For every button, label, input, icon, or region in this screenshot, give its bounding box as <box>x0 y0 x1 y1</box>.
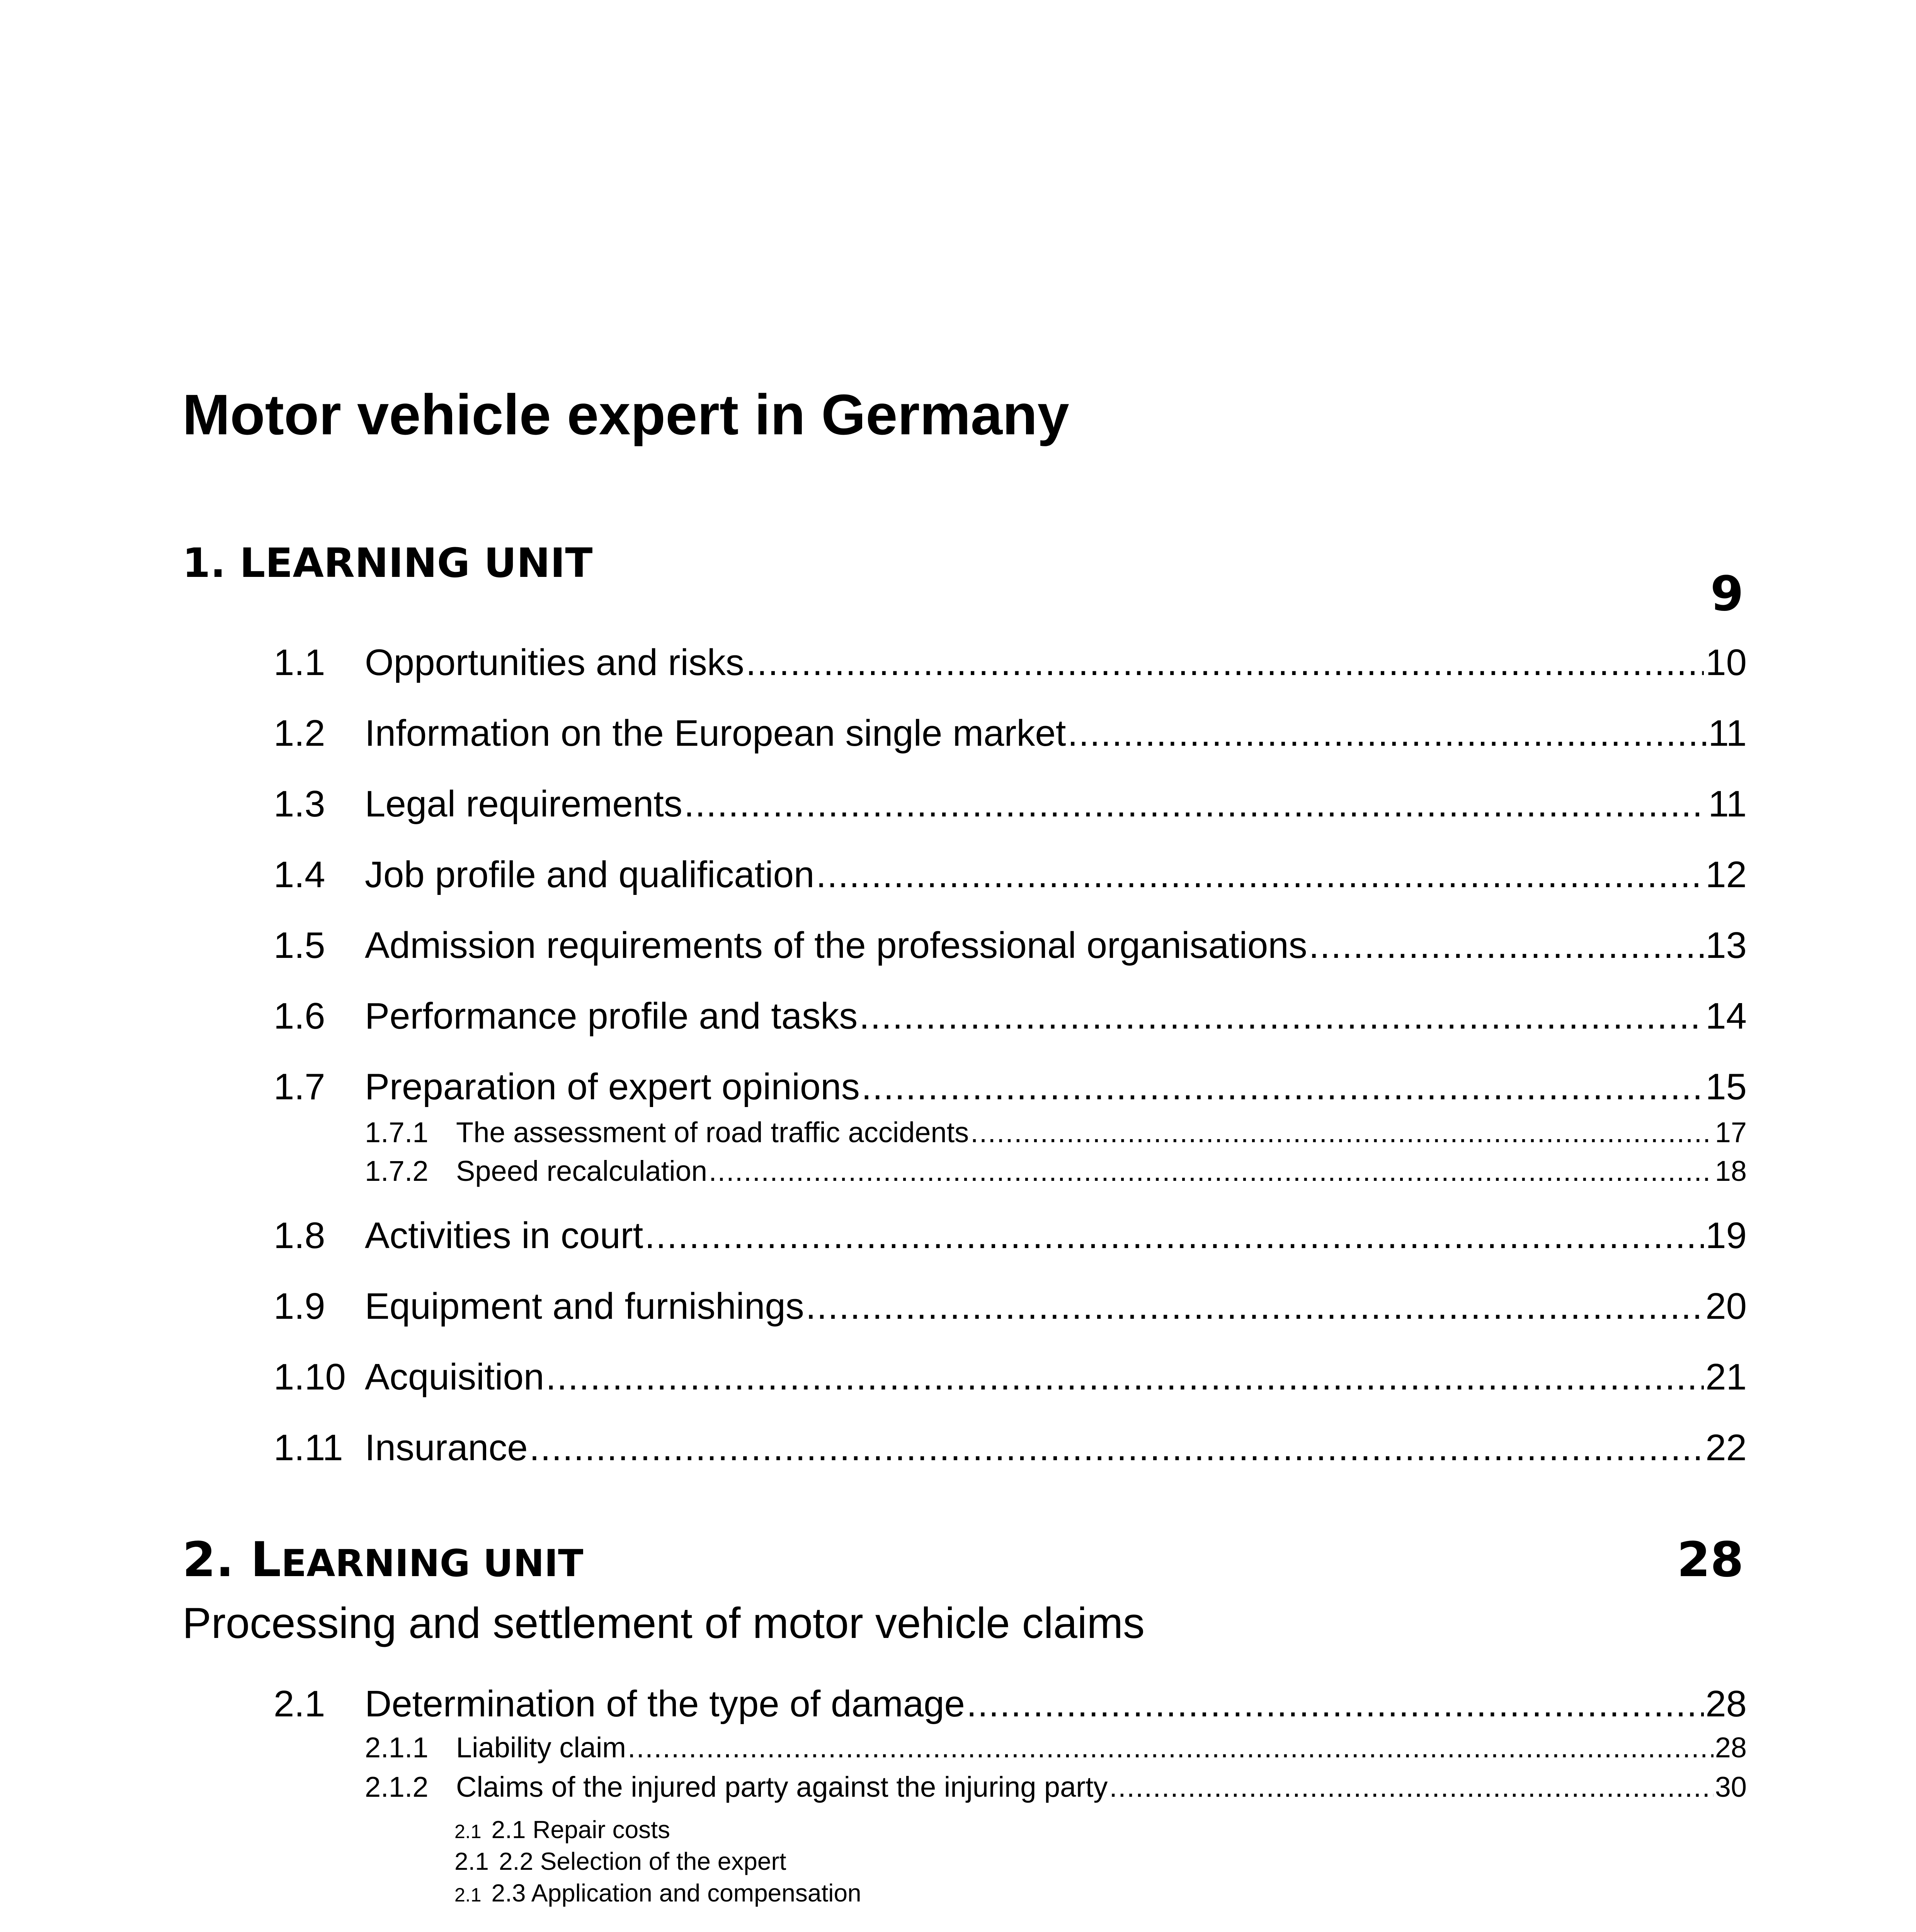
leader-dots <box>684 783 1707 825</box>
toc-subsubentry-prefix: 2.1 <box>454 1847 489 1875</box>
toc-entry[interactable] <box>274 641 1747 688</box>
toc-entry[interactable] <box>274 783 1747 829</box>
toc-entry-number: 1.3 <box>274 783 325 825</box>
toc-entry-title: Insurance <box>365 1427 528 1468</box>
toc-entry-title: Preparation of expert opinions <box>365 1066 860 1107</box>
toc-entry[interactable] <box>274 924 1747 971</box>
toc-entry-title: Performance profile and tasks <box>365 995 858 1037</box>
toc-entry-number: 1.5 <box>274 925 325 966</box>
toc-entry[interactable] <box>274 1427 1747 1473</box>
learning-unit-2-subtitle: Processing and settlement of motor vehicle claims <box>182 1599 1145 1647</box>
leader-dots <box>1109 1770 1713 1803</box>
toc-subentry-page: 18 <box>1715 1155 1747 1187</box>
toc-entry-page: 20 <box>1705 1286 1747 1327</box>
toc-entry-title: Information on the European single market <box>365 713 1066 754</box>
toc-subsubentry-prefix: 2.1 <box>454 1821 482 1842</box>
learning-unit-1-page: 9 <box>1710 566 1744 622</box>
toc-entry-number: 1.1 <box>274 642 325 683</box>
toc-entry-page: 10 <box>1705 642 1747 683</box>
toc-entry-title: Legal requirements <box>365 783 682 825</box>
toc-subentry[interactable] <box>365 1731 1747 1768</box>
toc-subentry-title: Claims of the injured party against the injuring party <box>456 1771 1108 1803</box>
learning-unit-2-label: 2. LEARNING UNIT <box>182 1532 584 1588</box>
toc-subsubentry-title: 2.1 Repair costs <box>491 1816 670 1844</box>
leader-dots <box>861 1066 1704 1108</box>
toc-entry-page: 21 <box>1705 1356 1747 1398</box>
toc-entry[interactable] <box>274 1683 1747 1729</box>
toc-subentry-number: 2.1.2 <box>365 1771 429 1803</box>
toc-entry-number: 1.6 <box>274 995 325 1037</box>
toc-entry-number: 2.1 <box>274 1683 325 1725</box>
toc-entry-number: 1.9 <box>274 1286 325 1327</box>
leader-dots <box>546 1356 1704 1398</box>
toc-entry-number: 1.4 <box>274 854 325 895</box>
learning-unit-2-page: 28 <box>1677 1532 1744 1588</box>
toc-entry-number: 1.8 <box>274 1215 325 1256</box>
toc-entry-title: Determination of the type of damage <box>365 1683 965 1725</box>
toc-entry-page: 11 <box>1708 713 1747 754</box>
toc-entry-number: 1.2 <box>274 713 325 754</box>
toc-subentry-title: Speed recalculation <box>456 1155 707 1187</box>
toc-subsubentry-title: 2.2 Selection of the expert <box>499 1847 786 1875</box>
toc-subentry[interactable] <box>365 1116 1747 1153</box>
toc-subentry-page: 30 <box>1715 1771 1747 1803</box>
toc-entry[interactable] <box>274 1066 1747 1112</box>
toc-entry-page: 22 <box>1705 1427 1747 1468</box>
toc-subentry-title: Liability claim <box>456 1731 626 1764</box>
leader-dots <box>970 1116 1714 1149</box>
leader-dots <box>816 854 1704 896</box>
toc-entry-number: 1.10 <box>274 1356 346 1398</box>
leader-dots <box>806 1285 1704 1328</box>
toc-entry-page: 15 <box>1705 1066 1747 1107</box>
toc-subentry[interactable] <box>365 1770 1747 1808</box>
learning-unit-1-label: 1. LEARNING UNIT <box>182 539 593 587</box>
toc-entry-page: 14 <box>1705 995 1747 1037</box>
toc-entry-number: 1.11 <box>274 1427 343 1468</box>
toc-subentry-title: The assessment of road traffic accidents <box>456 1116 969 1148</box>
toc-entry[interactable] <box>274 1285 1747 1332</box>
toc-entry-title: Activities in court <box>365 1215 643 1256</box>
leader-dots <box>628 1731 1714 1764</box>
toc-entry-title: Equipment and furnishings <box>365 1286 804 1327</box>
toc-subsubentry[interactable] <box>454 1881 861 1905</box>
toc-entry-page: 19 <box>1705 1215 1747 1256</box>
toc-entry-title: Admission requirements of the professional organisations <box>365 925 1307 966</box>
toc-subentry-number: 1.7.2 <box>365 1155 429 1187</box>
toc-entry-title: Opportunities and risks <box>365 642 744 683</box>
toc-entry[interactable] <box>274 1356 1747 1402</box>
leader-dots <box>746 641 1704 684</box>
toc-entry[interactable] <box>274 1214 1747 1261</box>
leader-dots <box>967 1683 1704 1725</box>
toc-entry-page: 13 <box>1705 925 1747 966</box>
toc-subsubentry[interactable] <box>454 1849 786 1874</box>
toc-entry-page: 11 <box>1708 783 1747 825</box>
document-title: Motor vehicle expert in Germany <box>182 383 1069 447</box>
toc-entry-title: Acquisition <box>365 1356 545 1398</box>
leader-dots <box>709 1155 1714 1187</box>
toc-subsubentry[interactable] <box>454 1817 670 1842</box>
toc-entry-title: Job profile and qualification <box>365 854 815 895</box>
toc-entry[interactable] <box>274 854 1747 900</box>
leader-dots <box>1309 924 1704 967</box>
toc-subsubentry-prefix: 2.1 <box>454 1884 482 1906</box>
toc-subentry-number: 1.7.1 <box>365 1116 429 1148</box>
learning-unit-1-heading <box>182 539 1744 628</box>
toc-subentry-page: 28 <box>1715 1731 1747 1764</box>
leader-dots <box>1067 712 1707 755</box>
leader-dots <box>859 995 1704 1037</box>
toc-entry[interactable] <box>274 995 1747 1041</box>
leader-dots <box>529 1427 1704 1469</box>
toc-entry[interactable] <box>274 712 1747 759</box>
toc-entry-page: 28 <box>1705 1683 1747 1725</box>
toc-subentry-page: 17 <box>1715 1116 1747 1148</box>
toc-subentry[interactable] <box>365 1155 1747 1192</box>
toc-subentry-number: 2.1.1 <box>365 1731 429 1764</box>
toc-entry-page: 12 <box>1705 854 1747 895</box>
leader-dots <box>645 1214 1704 1257</box>
toc-entry-number: 1.7 <box>274 1066 325 1107</box>
toc-subsubentry-title: 2.3 Application and compensation <box>491 1879 861 1907</box>
